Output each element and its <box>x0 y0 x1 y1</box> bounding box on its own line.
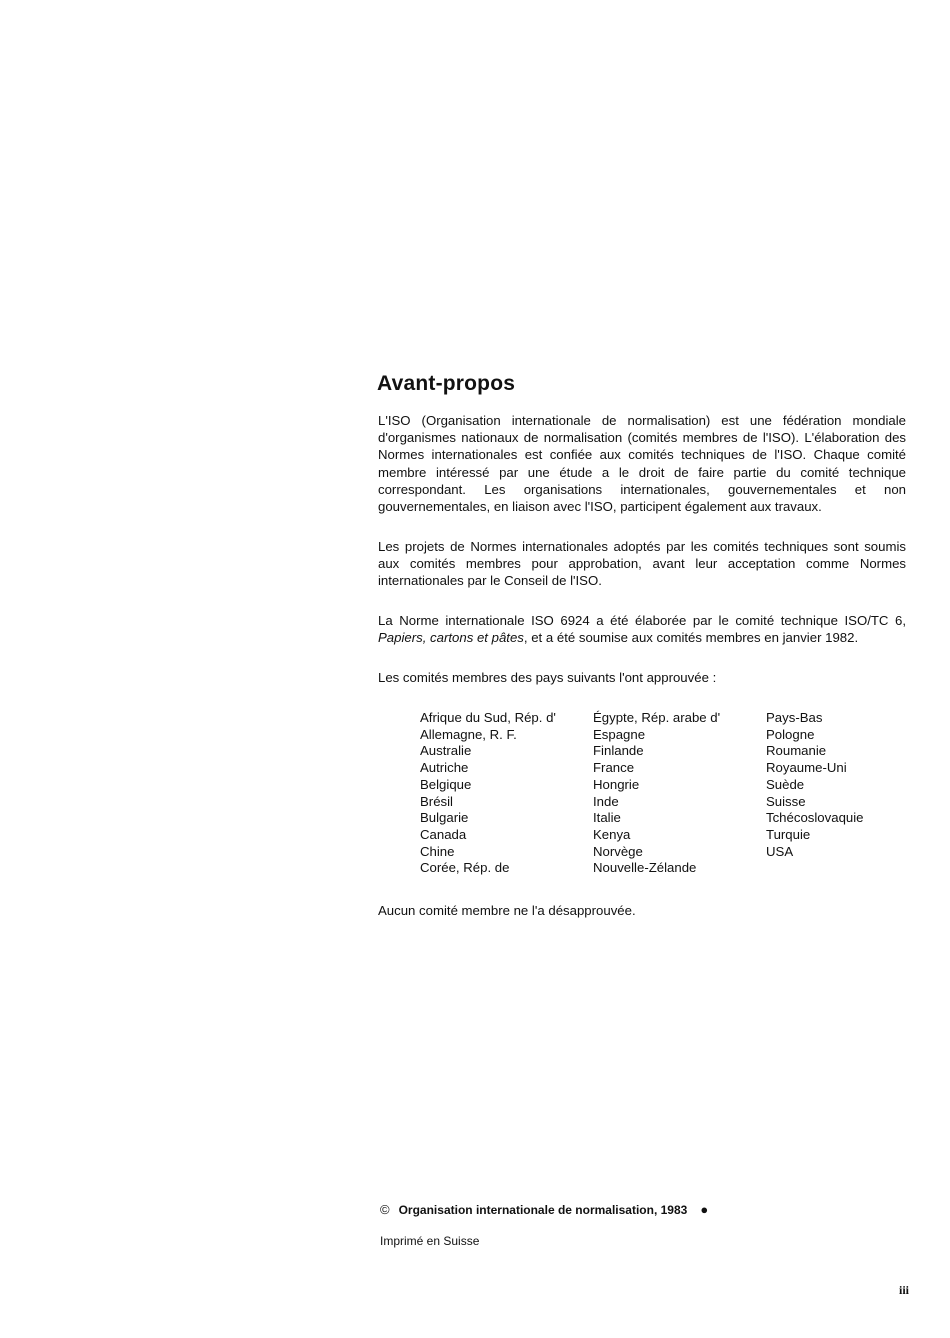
page-number: iii <box>899 1283 910 1297</box>
country-item: France <box>593 760 635 776</box>
p3-text-after: , et a été soumise aux comités membres en janvier 1982. <box>523 630 859 646</box>
countries-column-1 <box>420 710 556 877</box>
p3-text-before: La Norme internationale ISO 6924 a été élaborée par le comité technique ISO/TC 6, <box>378 613 906 628</box>
country-item: Pays-Bas <box>766 710 823 725</box>
country-item: Allemagne, R. F. <box>420 726 517 742</box>
foreword-paragraph-2: Les projets de Normes internationales adoptés par les comités techniques sont soumis aux comités membres pour approbation, avant leur acceptation comme Normes internationales par le Conseil de l'ISO. <box>378 539 906 589</box>
country-item: Chine <box>420 843 455 859</box>
disapproval-statement: Aucun comité membre ne l'a désapprouvée. <box>378 903 636 918</box>
country-item: Brésil <box>420 793 453 809</box>
country-item: Kenya <box>593 826 631 842</box>
country-item: Belgique <box>420 776 472 792</box>
country-item: Norvège <box>593 843 643 859</box>
copyright-icon: © <box>380 1202 390 1217</box>
country-item: Australie <box>420 743 472 759</box>
printed-in: Imprimé en Suisse <box>380 1234 480 1248</box>
country-item: Hongrie <box>593 776 640 792</box>
country-item: Corée, Rép. de <box>420 860 510 876</box>
country-item: Italie <box>593 810 621 826</box>
country-item: USA <box>766 843 794 859</box>
country-item: Nouvelle-Zélande <box>593 860 697 876</box>
page-title: Avant-propos <box>377 372 516 395</box>
country-item: Afrique du Sud, Rép. d' <box>420 710 556 725</box>
country-item: Suède <box>766 776 805 792</box>
country-item: Royaume-Uni <box>766 760 847 776</box>
p3-committee-title: Papiers, cartons et pâtes <box>378 630 524 646</box>
country-item: Autriche <box>420 760 469 776</box>
country-item: Canada <box>420 826 467 842</box>
approval-intro: Les comités membres des pays suivants l'ont approuvée : <box>378 670 717 685</box>
country-item: Roumanie <box>766 743 827 759</box>
countries-column-2 <box>593 710 720 877</box>
country-item: Finlande <box>593 743 644 759</box>
country-item: Égypte, Rép. arabe d' <box>593 710 721 725</box>
foreword-paragraph-3 <box>378 612 906 646</box>
copyright-line <box>380 1202 708 1217</box>
country-item: Turquie <box>766 826 811 842</box>
country-item: Bulgarie <box>420 810 469 826</box>
bullet-icon: ● <box>700 1202 709 1217</box>
country-item: Tchécoslovaquie <box>766 810 864 826</box>
country-item: Espagne <box>593 726 646 742</box>
countries-column-3 <box>766 710 864 860</box>
foreword-paragraph-1: L'ISO (Organisation internationale de normalisation) est une fédération mondiale d'organismes nationaux de normalisation (comités membres de l'ISO). L'élaboration des Normes internationales est confiée aux comités techniques de l'ISO. Chaque comité membre intéressé par une étude a le droit de faire partie du comité technique correspondant. Les organisations internationales, gouvernementales et non gouvernementales, en liaison avec l'ISO, participent également aux travaux. <box>378 413 906 515</box>
copyright-text: Organisation internationale de normalisation, 1983 <box>398 1203 688 1217</box>
country-item: Pologne <box>766 726 815 742</box>
country-item: Inde <box>593 793 619 809</box>
country-item: Suisse <box>766 793 806 809</box>
